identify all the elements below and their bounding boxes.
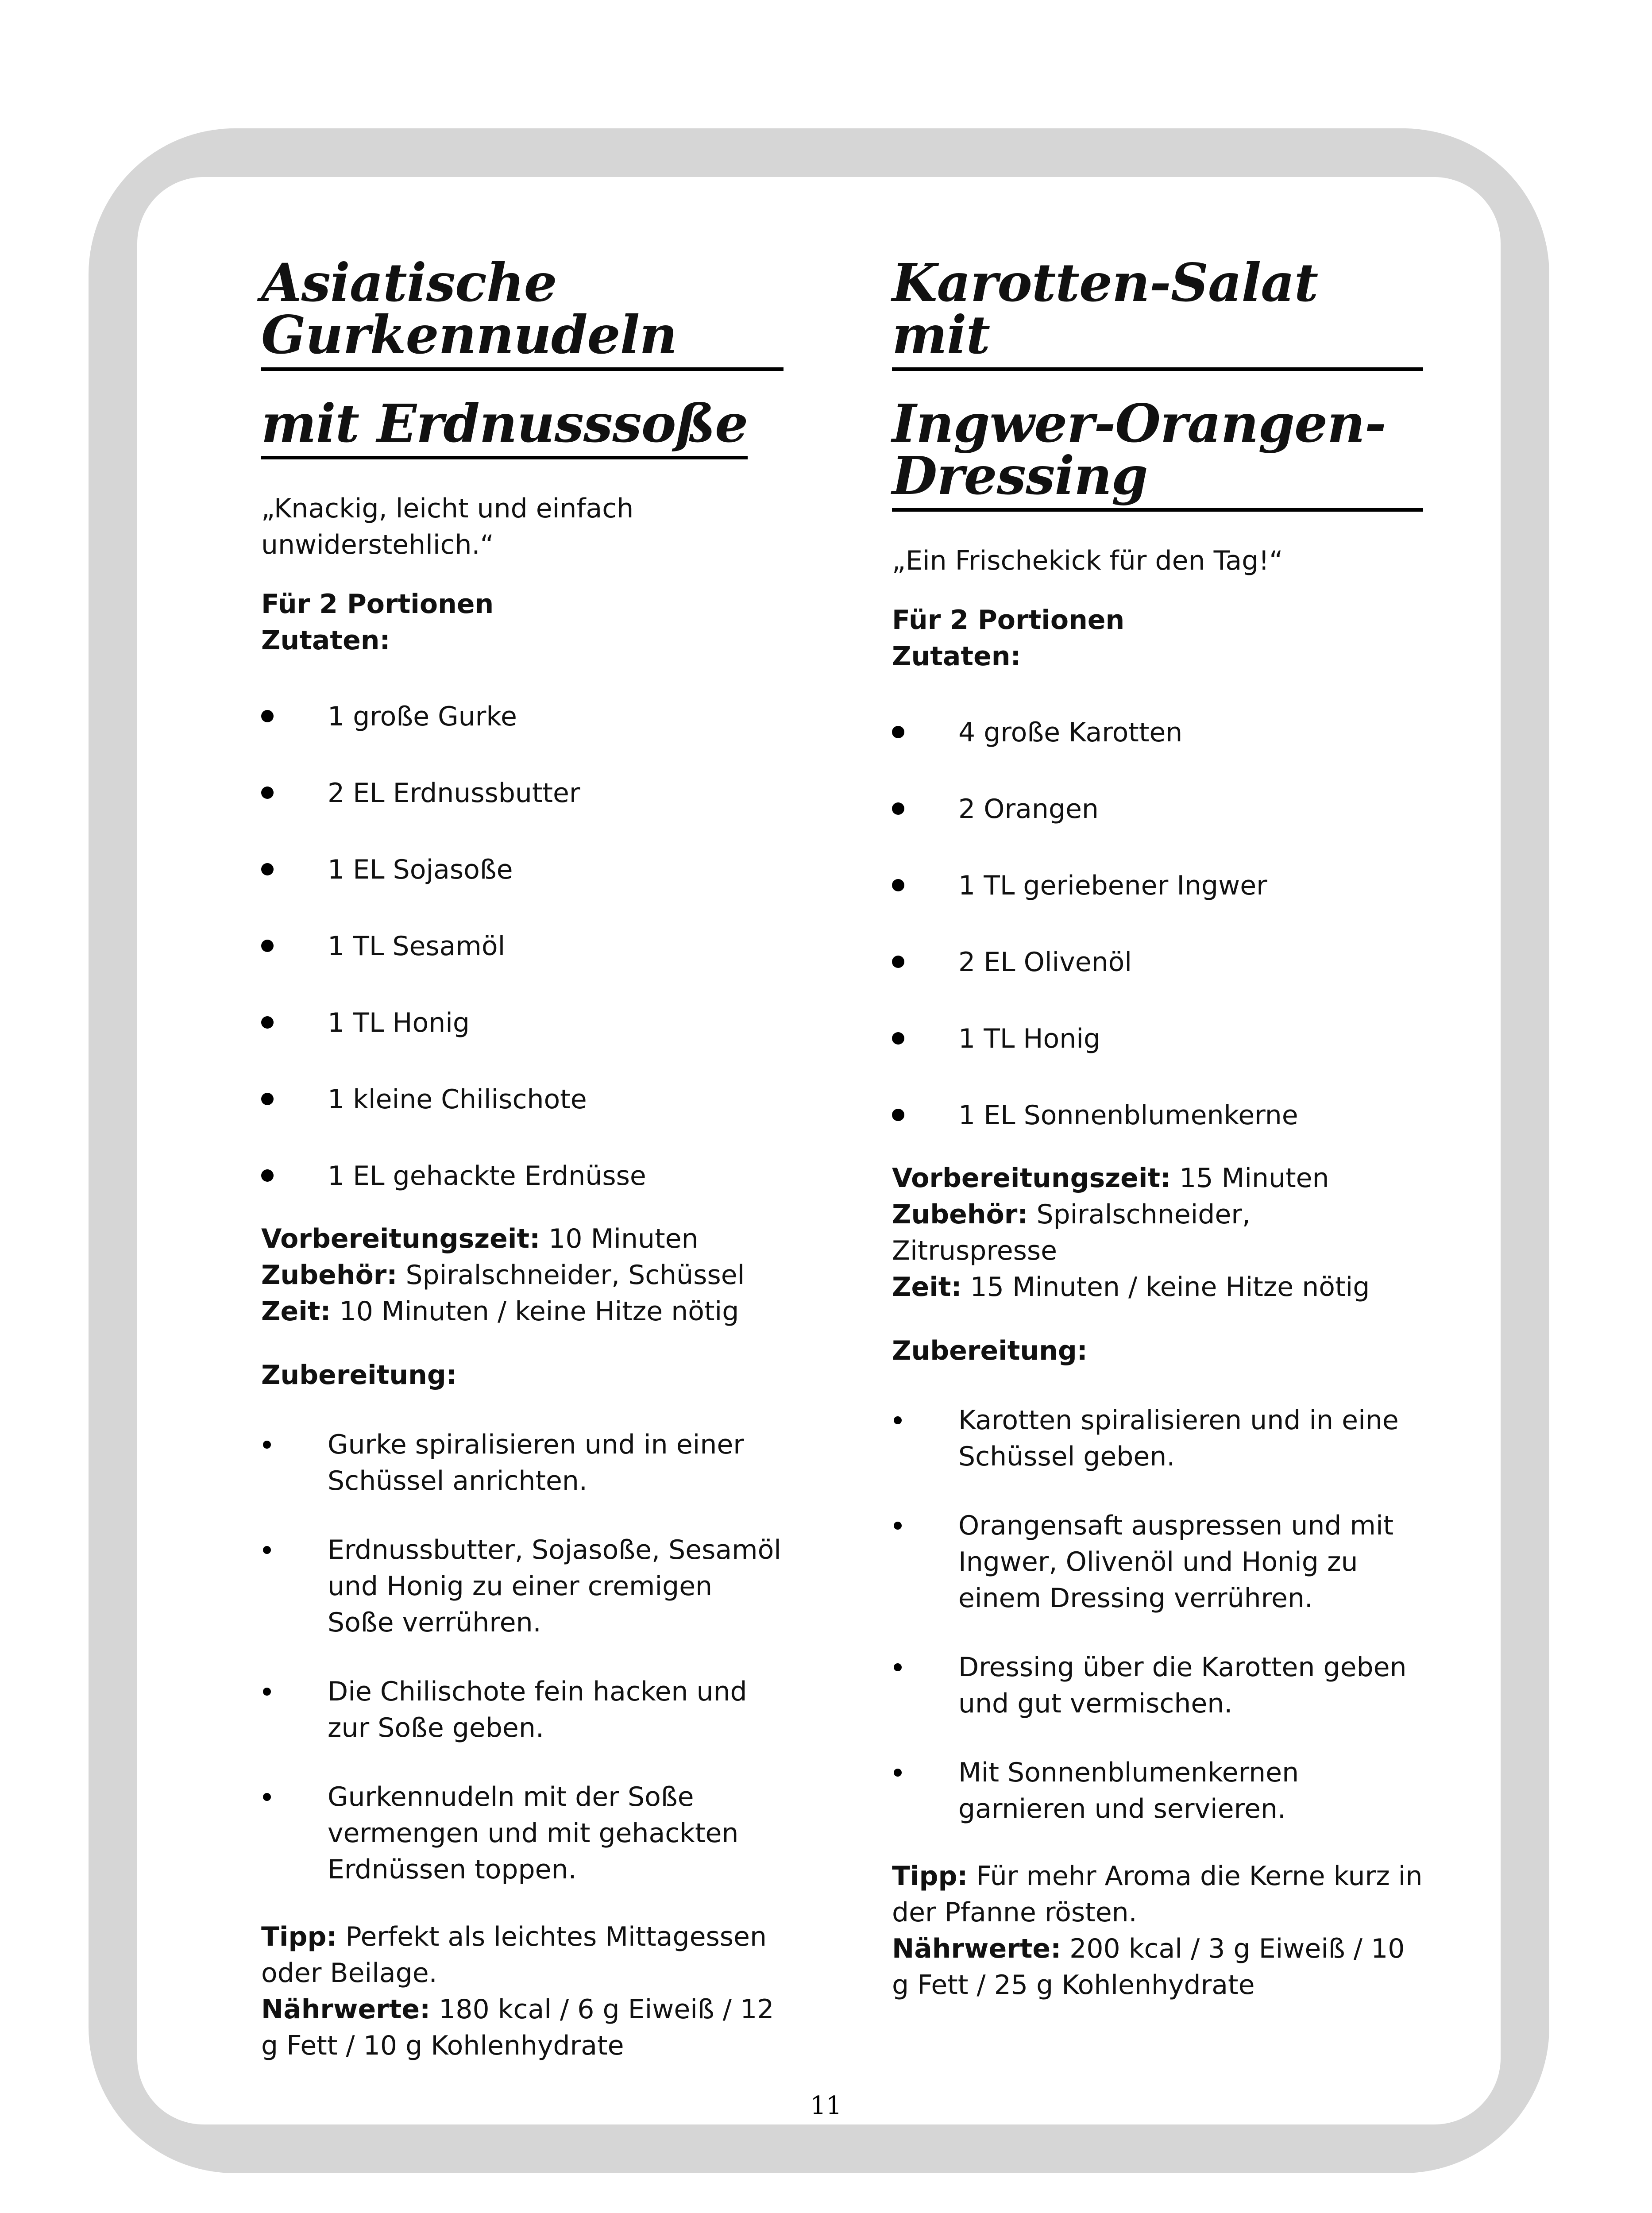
bullet-icon <box>261 1016 274 1029</box>
bullet-icon <box>892 879 904 891</box>
ingredient-item: 1 EL Sojasoße <box>261 852 784 888</box>
bullet-icon <box>263 1546 271 1554</box>
bullet-icon <box>894 1769 902 1777</box>
bullet-icon <box>261 1169 274 1182</box>
ingredient-list <box>261 698 784 1194</box>
portions-label: Für 2 Portionen <box>261 589 494 620</box>
equipment-label: Zubehör: <box>892 1199 1028 1230</box>
step-item: Orangensaft auspressen und mit Ingwer, Olivenöl und Honig zu einem Dressing verrühren. <box>892 1507 1423 1616</box>
bullet-icon <box>261 1093 274 1105</box>
page-number: 11 <box>810 2091 842 2120</box>
ingredient-list <box>892 714 1423 1133</box>
step-item: Mit Sonnenblumenkernen garnieren und servieren. <box>892 1754 1423 1827</box>
ingredient-item: 4 große Karotten <box>892 714 1423 751</box>
bullet-icon <box>894 1416 902 1424</box>
ingredient-item: 2 EL Olivenöl <box>892 944 1423 980</box>
ingredient-item: 1 kleine Chilischote <box>261 1081 784 1118</box>
prep-time-label: Vorbereitungszeit: <box>261 1223 540 1254</box>
step-list <box>261 1426 784 1888</box>
recipe-footer <box>892 1858 1423 2003</box>
ingredient-item: 2 Orangen <box>892 791 1423 827</box>
bullet-icon <box>261 863 274 875</box>
time-label: Zeit: <box>261 1296 331 1327</box>
tip-label: Tipp: <box>892 1861 968 1892</box>
portions-label: Für 2 Portionen <box>892 605 1125 636</box>
tip-value: Für mehr Aroma die Kerne kurz in der Pfanne rösten. <box>892 1861 1423 1928</box>
bullet-icon <box>263 1441 271 1449</box>
step-list <box>892 1402 1423 1827</box>
step-item: Gurkennudeln mit der Soße vermengen und mit gehackten Erdnüssen toppen. <box>261 1779 784 1888</box>
step-item: Erdnussbutter, Sojasoße, Sesamöl und Honig zu einer cremigen Soße verrühren. <box>261 1532 784 1641</box>
bullet-icon <box>261 787 274 799</box>
bullet-icon <box>263 1793 271 1801</box>
ingredient-item: 1 TL Honig <box>892 1021 1423 1057</box>
steps-heading: Zubereitung: <box>892 1335 1088 1366</box>
recipe-title-line1: Asiatische Gurkennudeln <box>261 257 784 371</box>
recipe-title-line1: Karotten-Salat mit <box>892 257 1423 371</box>
time-label: Zeit: <box>892 1272 962 1303</box>
bullet-icon <box>892 802 904 815</box>
bullet-icon <box>263 1688 271 1696</box>
ingredient-item: 1 TL Sesamöl <box>261 928 784 964</box>
recipe-right <box>892 252 1423 2031</box>
recipe-title-line2: mit Erdnusssoße <box>261 397 748 459</box>
nutrition-value: 180 kcal / 6 g Eiweiß / 12 g Fett / 10 g Kohlenhydrate <box>261 1994 774 2061</box>
recipe-quote: „Knackig, leicht und einfach unwiderstehlich.“ <box>261 493 634 560</box>
prep-time-value: 10 Minuten <box>540 1223 699 1254</box>
equipment-value: Spiralschneider, Schüssel <box>397 1260 745 1291</box>
nutrition-label: Nährwerte: <box>892 1933 1061 1964</box>
bullet-icon <box>261 710 274 722</box>
bullet-icon <box>894 1663 902 1671</box>
bullet-icon <box>261 940 274 952</box>
recipe-title-line2: Ingwer-Orangen-Dressing <box>892 397 1423 512</box>
nutrition-label: Nährwerte: <box>261 1994 431 2025</box>
step-item: Karotten spiralisieren und in eine Schüssel geben. <box>892 1402 1423 1475</box>
time-value: 15 Minuten / keine Hitze nötig <box>961 1272 1370 1303</box>
prep-time-value: 15 Minuten <box>1171 1163 1329 1194</box>
bullet-icon <box>894 1522 902 1530</box>
recipe-footer <box>261 1919 784 2064</box>
nutrition-value: 200 kcal / 3 g Eiweiß / 10 g Fett / 25 g Kohlenhydrate <box>892 1933 1405 2001</box>
ingredient-item: 1 große Gurke <box>261 698 784 735</box>
prep-time-label: Vorbereitungszeit: <box>892 1163 1171 1194</box>
recipe-meta <box>892 1160 1423 1305</box>
steps-heading: Zubereitung: <box>261 1360 457 1391</box>
bullet-icon <box>892 1032 904 1045</box>
recipe-meta <box>261 1221 784 1330</box>
tip-label: Tipp: <box>261 1921 337 1952</box>
ingredient-item: 1 EL Sonnenblumenkerne <box>892 1097 1423 1133</box>
bullet-icon <box>892 726 904 738</box>
time-value: 10 Minuten / keine Hitze nötig <box>331 1296 739 1327</box>
equipment-label: Zubehör: <box>261 1260 398 1291</box>
bullet-icon <box>892 1109 904 1121</box>
equipment-value: Spiralschneider, Zitruspresse <box>892 1199 1251 1266</box>
recipe-left <box>261 252 784 2091</box>
step-item: Die Chilischote fein hacken und zur Soße geben. <box>261 1673 784 1746</box>
ingredient-item: 2 EL Erdnussbutter <box>261 775 784 811</box>
ingredients-heading: Zutaten: <box>892 641 1021 672</box>
tip-value: Perfekt als leichtes Mittagessen oder Beilage. <box>261 1921 767 1989</box>
step-item: Gurke spiralisieren und in einer Schüssel anrichten. <box>261 1426 784 1499</box>
ingredients-heading: Zutaten: <box>261 625 390 656</box>
ingredient-item: 1 EL gehackte Erdnüsse <box>261 1158 784 1194</box>
ingredient-item: 1 TL geriebener Ingwer <box>892 867 1423 904</box>
bullet-icon <box>892 956 904 968</box>
step-item: Dressing über die Karotten geben und gut vermischen. <box>892 1649 1423 1722</box>
ingredient-item: 1 TL Honig <box>261 1005 784 1041</box>
recipe-quote: „Ein Frischekick für den Tag!“ <box>892 545 1283 576</box>
